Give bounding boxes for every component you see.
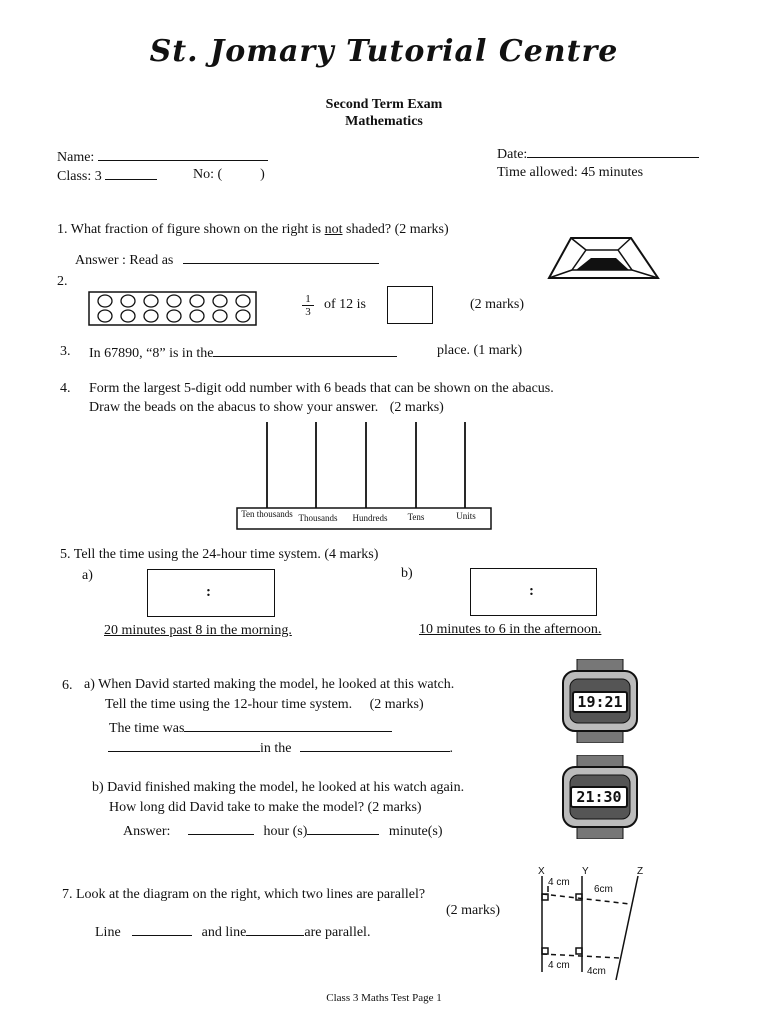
time-allowed: Time allowed: 45 minutes bbox=[497, 165, 644, 180]
q6-a-line2 bbox=[105, 697, 424, 713]
label-top-right-6cm: 6cm bbox=[594, 884, 613, 895]
abacus-label-thousands: Thousands bbox=[298, 513, 338, 523]
q6-b-minute-blank[interactable] bbox=[307, 822, 379, 835]
q2-frac-den: 3 bbox=[302, 305, 314, 318]
q6-a-part-blank[interactable] bbox=[300, 739, 450, 752]
name-label: Name: bbox=[57, 150, 95, 165]
q2-number: 2. bbox=[57, 274, 68, 289]
q4-line1: Form the largest 5-digit odd number with 6 beads that can be shown on the abacus. bbox=[89, 381, 554, 396]
q6-a-line2-text: Tell the time using the 12-hour time system. bbox=[105, 697, 353, 712]
q1-answer-label: Answer : Read as bbox=[75, 253, 174, 268]
q2-fraction bbox=[302, 293, 314, 318]
q4-number: 4. bbox=[60, 381, 71, 396]
abacus-label-ten-thousands: Ten thousands bbox=[241, 509, 293, 519]
q5-b-caption: 10 minutes to 6 in the afternoon. bbox=[419, 622, 602, 637]
q6-a-line3 bbox=[109, 719, 392, 737]
label-x: X bbox=[538, 866, 545, 877]
date-label: Date: bbox=[497, 147, 528, 162]
class-field bbox=[57, 167, 157, 185]
q6-b-line1: b) David finished making the model, he looked at his watch again. bbox=[92, 780, 465, 795]
q6-b-answer bbox=[123, 822, 443, 840]
q1-text-main: 1. What fraction of figure shown on the right is bbox=[57, 222, 322, 237]
q5-b-label: b) bbox=[401, 566, 413, 581]
q6-b-answer-label: Answer: bbox=[123, 824, 171, 839]
q3-text-main: In 67890, “8” is in the bbox=[89, 346, 214, 361]
label-bottom-left-4cm: 4 cm bbox=[548, 960, 570, 971]
q6-b-minute-label: minute(s) bbox=[388, 824, 443, 839]
q7-and-line: and line bbox=[201, 925, 247, 940]
label-y: Y bbox=[582, 866, 589, 877]
q1-answer-blank[interactable] bbox=[183, 251, 379, 264]
q6-a-period: . bbox=[449, 741, 453, 756]
date-field[interactable] bbox=[497, 145, 699, 163]
class-label: Class: 3 bbox=[57, 169, 102, 184]
watch1-display: 19:21 bbox=[572, 691, 628, 713]
q7-line-label: Line bbox=[95, 925, 121, 940]
q1-text bbox=[57, 222, 449, 238]
abacus-label-tens: Tens bbox=[407, 512, 425, 522]
q2-text: of 12 is bbox=[324, 297, 366, 312]
q2-answer-box[interactable] bbox=[387, 286, 433, 324]
name-field[interactable] bbox=[57, 148, 268, 166]
q5-b-answer-box[interactable] bbox=[470, 568, 597, 616]
abacus-label-units: Units bbox=[456, 511, 476, 521]
q6-b-hour-label: hour (s) bbox=[263, 824, 308, 839]
q1-rest: shaded? (2 marks) bbox=[346, 222, 449, 237]
no-label: No: ( bbox=[193, 167, 223, 182]
name-blank[interactable] bbox=[98, 148, 268, 161]
q4-marks: (2 marks) bbox=[389, 400, 444, 415]
page-footer: Class 3 Maths Test Page 1 bbox=[326, 992, 442, 1004]
q2-counters-box bbox=[88, 291, 258, 327]
q5-a-label: a) bbox=[82, 568, 93, 583]
q1-trapezoid-figure bbox=[546, 236, 662, 282]
label-top-left-4cm: 4 cm bbox=[548, 877, 570, 888]
q1-not: not bbox=[324, 222, 343, 237]
school-title: St. Jomary Tutorial Centre bbox=[149, 34, 619, 69]
no-close: ) bbox=[260, 167, 265, 182]
q5-a-caption: 20 minutes past 8 in the morning. bbox=[104, 623, 292, 638]
q6-a-line4 bbox=[108, 739, 453, 757]
q7-first-line-blank[interactable] bbox=[132, 923, 192, 936]
q6-a-marks: (2 marks) bbox=[369, 697, 424, 712]
subject-title: Mathematics bbox=[345, 114, 423, 129]
label-bottom-right-4cm: 4cm bbox=[587, 966, 606, 977]
q6-a-in-the: in the bbox=[260, 741, 292, 756]
q5-text: 5. Tell the time using the 24-hour time system. (4 marks) bbox=[60, 547, 379, 562]
q4-line2-text: Draw the beads on the abacus to show your answer. bbox=[89, 400, 379, 415]
q6-a-period-blank[interactable] bbox=[108, 739, 260, 752]
q7-marks: (2 marks) bbox=[446, 903, 501, 918]
q6-a-line1: a) When David started making the model, he looked at this watch. bbox=[84, 677, 455, 692]
watch2-display: 21:30 bbox=[570, 786, 628, 808]
date-blank[interactable] bbox=[527, 145, 699, 158]
q2-marks: (2 marks) bbox=[470, 297, 525, 312]
no-field bbox=[193, 167, 265, 183]
q1-answer bbox=[75, 251, 379, 269]
class-blank[interactable] bbox=[105, 167, 157, 180]
q6-a-time-blank[interactable] bbox=[184, 719, 392, 732]
label-z: Z bbox=[637, 866, 644, 877]
abacus-label-hundreds: Hundreds bbox=[352, 513, 388, 523]
q4-line2 bbox=[89, 400, 444, 416]
q5-a-answer-box[interactable] bbox=[147, 569, 275, 617]
q6-a-line3-text: The time was bbox=[109, 721, 185, 736]
q7-are-parallel: are parallel. bbox=[304, 925, 371, 940]
q3-suffix: place. (1 mark) bbox=[437, 343, 523, 358]
q3-blank[interactable] bbox=[213, 344, 397, 357]
exam-title: Second Term Exam bbox=[325, 97, 443, 112]
q2-frac-num: 1 bbox=[305, 293, 311, 305]
q7-text: 7. Look at the diagram on the right, which two lines are parallel? bbox=[62, 887, 426, 902]
q7-second-line-blank[interactable] bbox=[246, 923, 304, 936]
q3-number: 3. bbox=[60, 344, 71, 359]
q6-number: 6. bbox=[62, 678, 73, 693]
q6-b-line2: How long did David take to make the model? (2 marks) bbox=[109, 800, 422, 815]
q5-a-colon: : bbox=[206, 584, 211, 600]
q3-text bbox=[89, 344, 397, 362]
q5-b-colon: : bbox=[529, 583, 534, 599]
q6-b-hour-blank[interactable] bbox=[188, 822, 254, 835]
q7-answer bbox=[95, 923, 370, 941]
